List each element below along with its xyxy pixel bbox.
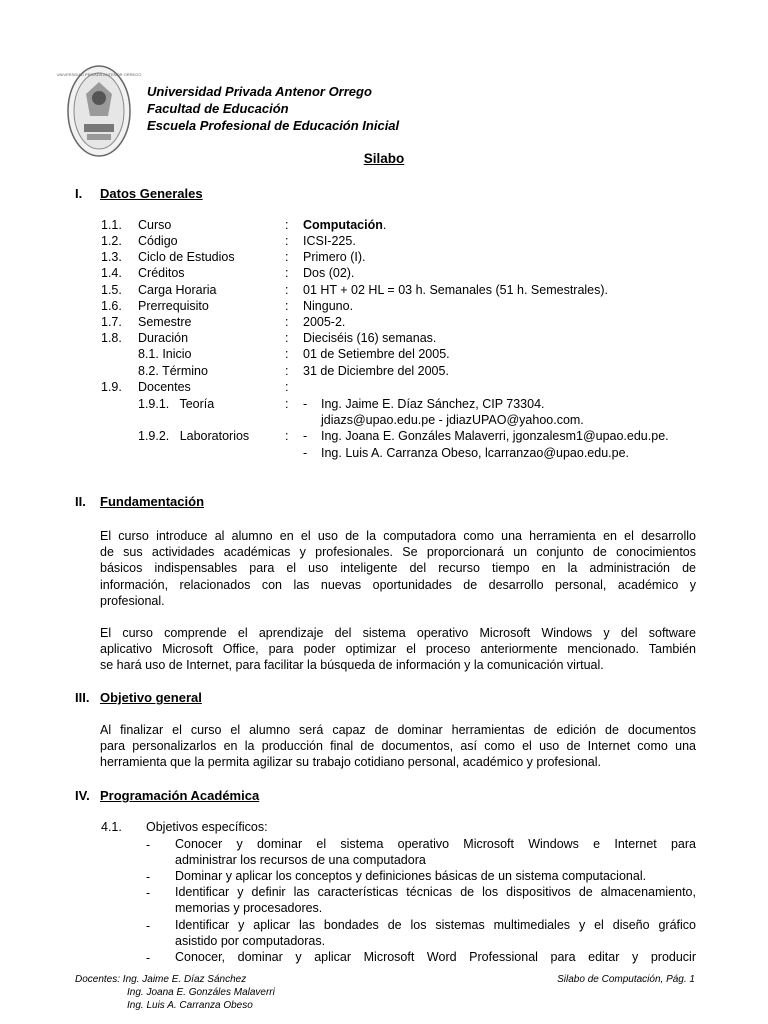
section-title: Fundamentación bbox=[100, 494, 205, 509]
row-number: 1.8. bbox=[101, 331, 122, 345]
docente-email-line: jdiazs@upao.edu.pe - jdiazUPAO@yahoo.com. bbox=[321, 413, 584, 427]
docente-line: Ing. Joana E. Gonzáles Malaverri, jgonzalesm1@upao.edu.pe. bbox=[321, 429, 669, 443]
page-title: Silabo bbox=[363, 151, 405, 166]
list-dash: - bbox=[146, 838, 151, 852]
row-colon: : bbox=[285, 299, 289, 313]
row-value: Dos (02). bbox=[303, 266, 355, 280]
general-row bbox=[0, 217, 768, 233]
docentes-teoria-row bbox=[0, 412, 768, 428]
list-dash: - bbox=[146, 919, 151, 933]
row-colon: : bbox=[285, 397, 289, 411]
fundamentacion-paragraph-2 bbox=[100, 625, 696, 674]
general-row bbox=[0, 314, 768, 330]
row-value: Computación. bbox=[303, 218, 387, 232]
row-colon: : bbox=[285, 218, 289, 232]
paragraph-line: información, relacionados con las nuevas oportunidades de desarrollo personal, académico y bbox=[100, 577, 696, 592]
list-dash: - bbox=[303, 446, 308, 460]
svg-text:UNIVERSIDAD PRIVADA ANTENOR OR: UNIVERSIDAD PRIVADA ANTENOR ORREGO bbox=[56, 72, 142, 77]
docente-line: Ing. Luis A. Carranza Obeso, lcarranzao@upao.edu.pe. bbox=[321, 446, 630, 460]
list-item: Conocer, dominar y aplicar Microsoft Word Professional para editar y producir bbox=[175, 950, 696, 964]
objetivo-general-paragraph bbox=[100, 722, 696, 771]
docentes-lab-row bbox=[0, 428, 768, 444]
row-label: Créditos bbox=[138, 266, 185, 280]
list-item: Identificar y definir las características técnicas de los dispositivos de almacenamiento, memorias y procesadores. bbox=[175, 885, 696, 916]
paragraph-line: para personalizarlos en la producción final de documentos, así como el uso de Internet como una bbox=[100, 739, 696, 754]
row-value: ICSI-225. bbox=[303, 234, 356, 248]
list-dash: - bbox=[146, 886, 151, 900]
row-colon: : bbox=[285, 380, 289, 394]
row-value: 2005-2. bbox=[303, 315, 346, 329]
list-item: Dominar y aplicar los conceptos y definiciones básicas de un sistema computacional. bbox=[175, 869, 647, 883]
row-label: Semestre bbox=[138, 315, 192, 329]
row-number: 1.2. bbox=[101, 234, 122, 248]
list-dash: - bbox=[146, 951, 151, 965]
section-title: Datos Generales bbox=[100, 186, 203, 201]
docentes-lab-row bbox=[0, 445, 768, 461]
list-dash: - bbox=[303, 397, 308, 411]
footer-docente: Ing. Luis A. Carranza Obeso bbox=[127, 1000, 253, 1011]
paragraph-line: El curso introduce al alumno en el uso de la computadora como una herramienta en el desarrollo bbox=[100, 529, 696, 543]
university-name: Universidad Privada Antenor Orrego bbox=[147, 84, 372, 99]
row-label: Docentes bbox=[138, 380, 191, 394]
subsection-title: Objetivos específicos: bbox=[146, 820, 268, 834]
row-colon: : bbox=[285, 331, 289, 345]
row-value: 01 HT + 02 HL = 03 h. Semanales (51 h. Semestrales). bbox=[303, 283, 609, 297]
general-row bbox=[0, 298, 768, 314]
paragraph-line: Al finalizar el curso el alumno será capaz de dominar herramientas de edición de documentos bbox=[100, 723, 696, 737]
list-item: Conocer y dominar el sistema operativo Microsoft Windows e Internet para administrar los recursos de una computadora bbox=[175, 837, 696, 868]
row-number: 1.6. bbox=[101, 299, 122, 313]
general-row bbox=[0, 330, 768, 346]
row-label: 8.1. Inicio bbox=[138, 347, 192, 361]
row-number: 1.7. bbox=[101, 315, 122, 329]
row-label: Ciclo de Estudios bbox=[138, 250, 235, 264]
row-colon: : bbox=[285, 266, 289, 280]
row-colon: : bbox=[285, 429, 289, 443]
footer-docentes: Docentes: Ing. Jaime E. Díaz Sánchez bbox=[75, 974, 247, 985]
row-value: Ninguno. bbox=[303, 299, 354, 313]
list-dash: - bbox=[146, 870, 151, 884]
row-label: 1.9.2. Laboratorios bbox=[138, 429, 250, 443]
fundamentacion-paragraph-1 bbox=[100, 528, 696, 609]
row-label: 1.9.1. Teoría bbox=[138, 397, 215, 411]
general-row bbox=[0, 249, 768, 265]
row-number: 1.4. bbox=[101, 266, 122, 280]
row-label: Código bbox=[138, 234, 178, 248]
school-name: Escuela Profesional de Educación Inicial bbox=[147, 118, 400, 133]
row-label: Prerrequisito bbox=[138, 299, 209, 313]
row-colon: : bbox=[285, 364, 289, 378]
row-number: 1.3. bbox=[101, 250, 122, 264]
paragraph-line: herramienta que la permita agilizar su trabajo cotidiano personal, académico y profesional. bbox=[100, 755, 601, 770]
row-value: 31 de Diciembre del 2005. bbox=[303, 364, 449, 378]
row-number: 1.1. bbox=[101, 218, 122, 232]
row-colon: : bbox=[285, 250, 289, 264]
footer-docente: Ing. Joana E. Gonzáles Malaverri bbox=[127, 987, 275, 998]
subsection-number: 4.1. bbox=[101, 820, 122, 834]
general-row bbox=[0, 265, 768, 281]
row-value: 01 de Setiembre del 2005. bbox=[303, 347, 450, 361]
general-row bbox=[0, 282, 768, 298]
section-title: Programación Académica bbox=[100, 788, 260, 803]
row-number: 1.5. bbox=[101, 283, 122, 297]
docente-line: Ing. Jaime E. Díaz Sánchez, CIP 73304. bbox=[321, 397, 545, 411]
paragraph-line: aplicativo Microsoft Office, para poder optimizar el proceso anteriormente mencionado. También bbox=[100, 642, 696, 657]
row-label: Carga Horaria bbox=[138, 283, 217, 297]
row-label: Duración bbox=[138, 331, 189, 345]
row-colon: : bbox=[285, 234, 289, 248]
university-seal-logo bbox=[56, 64, 142, 158]
list-dash: - bbox=[303, 429, 308, 443]
general-row bbox=[0, 233, 768, 249]
paragraph-line: El curso comprende el aprendizaje del sistema operativo Microsoft Windows y del software bbox=[100, 626, 696, 640]
row-value: Primero (I). bbox=[303, 250, 366, 264]
row-value: Dieciséis (16) semanas. bbox=[303, 331, 437, 345]
paragraph-line: se hará uso de Internet, para facilitar la búsqueda de información y la comunicación virtual. bbox=[100, 658, 604, 673]
section-number: III. bbox=[75, 690, 90, 705]
docentes-teoria-row bbox=[0, 396, 768, 412]
section-number: II. bbox=[75, 494, 86, 509]
section-number: IV. bbox=[75, 788, 90, 803]
general-row bbox=[0, 363, 768, 379]
paragraph-line: básicos indispensables para el uso inteligente del recurso tiempo en la administración de bbox=[100, 561, 696, 576]
general-row bbox=[0, 379, 768, 395]
row-number: 1.9. bbox=[101, 380, 122, 394]
general-row bbox=[0, 346, 768, 362]
list-item: Identificar y aplicar las bondades de los sistemas multimediales y el diseño gráfico asistido por computadoras. bbox=[175, 918, 696, 949]
faculty-name: Facultad de Educación bbox=[147, 101, 289, 116]
row-colon: : bbox=[285, 283, 289, 297]
row-colon: : bbox=[285, 347, 289, 361]
row-colon: : bbox=[285, 315, 289, 329]
section-title: Objetivo general bbox=[100, 690, 202, 705]
paragraph-line: profesional. bbox=[100, 593, 165, 608]
section-number: I. bbox=[75, 186, 83, 201]
row-label: Curso bbox=[138, 218, 172, 232]
paragraph-line: de sus actividades académicas y profesionales. Se proporcionará un conjunto de conocimientos bbox=[100, 545, 696, 560]
row-label: 8.2. Término bbox=[138, 364, 208, 378]
footer-page-number: Silabo de Computación, Pág. 1 bbox=[557, 974, 695, 985]
